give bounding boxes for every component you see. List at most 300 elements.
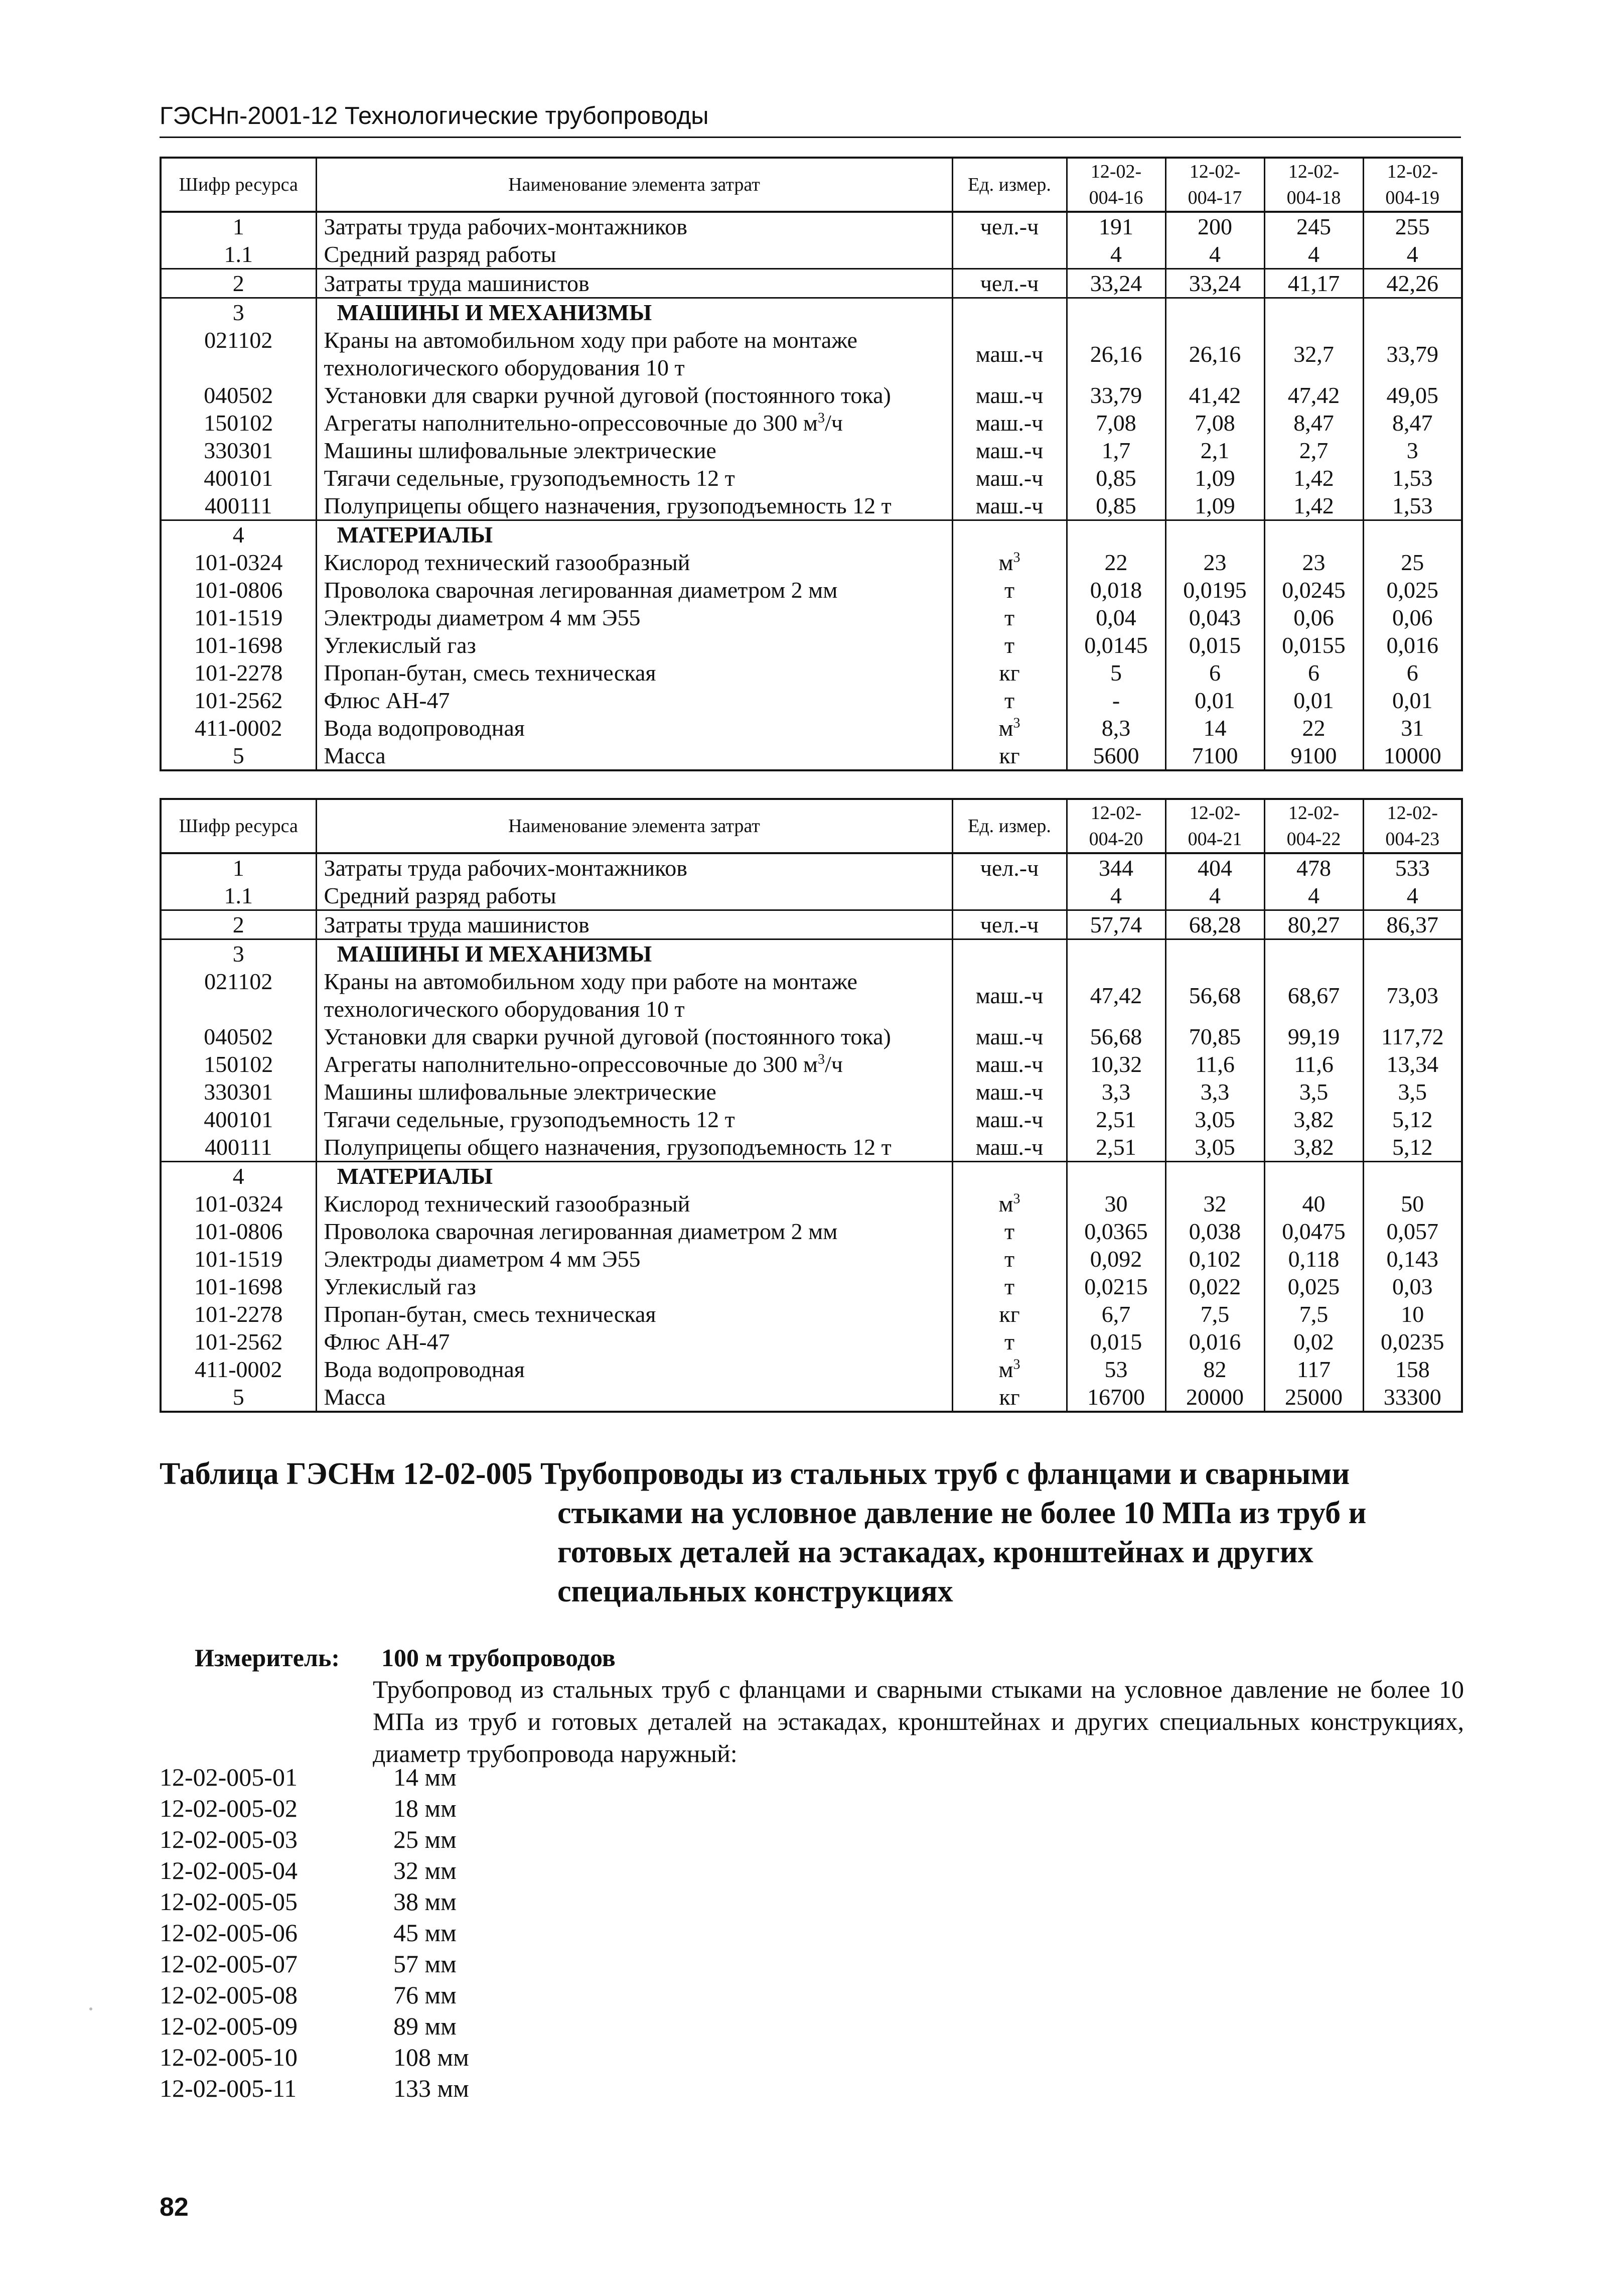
- table-row: [161, 968, 1462, 1023]
- resource-name-text: Проволока сварочная легированная диаметром 2 мм: [324, 577, 838, 603]
- value-cell: 6: [1165, 659, 1264, 687]
- unit-text: м: [998, 1191, 1013, 1217]
- unit-cell: [952, 1078, 1067, 1106]
- value-cell: 3,5: [1363, 1078, 1462, 1106]
- value-cell: 7,5: [1165, 1300, 1264, 1328]
- resource-name-text: Средний разряд работы: [324, 241, 556, 267]
- value-cell: 4: [1264, 882, 1363, 910]
- list-item: [160, 1886, 469, 1917]
- resource-code: 040502: [161, 1023, 316, 1050]
- value-cell: 3: [1363, 437, 1462, 464]
- unit-cell: [952, 212, 1067, 240]
- value-cell: 0,0365: [1067, 1218, 1165, 1245]
- unit-cell: [952, 1133, 1067, 1162]
- value-cell: 0,01: [1363, 687, 1462, 714]
- value-cell: 4: [1264, 240, 1363, 269]
- value-cell: 5: [1067, 659, 1165, 687]
- unit-text: маш.-ч: [975, 465, 1044, 491]
- header-norm-code: [1067, 158, 1165, 212]
- value-cell: [1067, 1162, 1165, 1190]
- list-item: [160, 2042, 469, 2073]
- measure-unit: [195, 1642, 616, 1673]
- resource-name-text: Агрегаты наполнительно-опрессовочные до 300 м: [324, 1051, 818, 1077]
- resource-name-text: Тягачи седельные, грузоподъемность 12 т: [324, 1107, 735, 1132]
- resource-code: 101-2562: [161, 1328, 316, 1356]
- value-cell: 1,09: [1165, 492, 1264, 520]
- resource-name-text: Вода водопроводная: [324, 715, 525, 741]
- resource-code: 2: [161, 910, 316, 939]
- resource-name-text: Пропан-бутан, смесь техническая: [324, 660, 656, 686]
- value-cell: 33,79: [1067, 381, 1165, 409]
- norm-code-top: 12-02-: [1090, 802, 1142, 824]
- table-caption: [160, 1454, 1461, 1611]
- value-cell: [1165, 520, 1264, 549]
- item-diameter: 133 мм: [393, 2074, 469, 2102]
- resource-code: 4: [161, 520, 316, 549]
- resource-name: [316, 631, 952, 659]
- table-row: [161, 1218, 1462, 1245]
- value-cell: 57,74: [1067, 910, 1165, 939]
- unit-text: т: [1004, 1274, 1015, 1299]
- page-number: 82: [160, 2193, 189, 2222]
- resource-name-text: Агрегаты наполнительно-опрессовочные до 300 м: [324, 410, 818, 436]
- item-diameter: 108 мм: [393, 2043, 469, 2071]
- value-cell: 41,42: [1165, 381, 1264, 409]
- resource-code: 101-0324: [161, 549, 316, 576]
- value-cell: 2,7: [1264, 437, 1363, 464]
- value-cell: 23: [1165, 549, 1264, 576]
- resource-table-1: [160, 157, 1463, 771]
- resource-name: [316, 240, 952, 269]
- resource-name: [316, 1245, 952, 1273]
- resource-name: [316, 298, 952, 327]
- value-cell: 86,37: [1363, 910, 1462, 939]
- table-row: [161, 240, 1462, 269]
- table-row: [161, 742, 1462, 770]
- value-cell: 4: [1067, 882, 1165, 910]
- value-cell: 0,025: [1264, 1273, 1363, 1300]
- value-cell: 5,12: [1363, 1133, 1462, 1162]
- item-code: 12-02-005-10: [160, 2043, 298, 2071]
- resource-name: [316, 437, 952, 464]
- value-cell: 10: [1363, 1300, 1462, 1328]
- list-item: [160, 1979, 469, 2010]
- norm-code-bottom: 004-17: [1188, 187, 1242, 208]
- resource-name-text: МАТЕРИАЛЫ: [337, 1163, 493, 1189]
- table-row: [161, 1190, 1462, 1218]
- header-code: Шифр ресурса: [161, 158, 316, 212]
- resource-code: 400111: [161, 492, 316, 520]
- norm-code-top: 12-02-: [1090, 161, 1142, 182]
- superscript: 3: [1013, 550, 1020, 566]
- header-norm-code: [1165, 799, 1264, 853]
- value-cell: 0,038: [1165, 1218, 1264, 1245]
- value-cell: 7,5: [1264, 1300, 1363, 1328]
- value-cell: 42,26: [1363, 269, 1462, 298]
- value-cell: [1165, 1162, 1264, 1190]
- table-row: [161, 1356, 1462, 1383]
- resource-code: 101-1698: [161, 631, 316, 659]
- value-cell: 158: [1363, 1356, 1462, 1383]
- unit-text: т: [1004, 1329, 1015, 1355]
- unit-text: м: [998, 1357, 1013, 1382]
- unit-cell: [952, 1273, 1067, 1300]
- value-cell: 49,05: [1363, 381, 1462, 409]
- resource-name: [316, 409, 952, 437]
- unit-cell: [952, 604, 1067, 631]
- unit-text: т: [1004, 605, 1015, 630]
- table-row: [161, 576, 1462, 604]
- unit-cell: [952, 882, 1067, 910]
- unit-cell: [952, 1356, 1067, 1383]
- resource-code: 150102: [161, 1050, 316, 1078]
- value-cell: 73,03: [1363, 968, 1462, 1023]
- value-cell: 6: [1363, 659, 1462, 687]
- norm-code-bottom: 004-18: [1286, 187, 1341, 208]
- resource-name-text: МАТЕРИАЛЫ: [337, 522, 493, 548]
- unit-cell: [952, 520, 1067, 549]
- unit-text: м: [998, 550, 1013, 575]
- item-list: [160, 1762, 469, 2104]
- unit-text: маш.-ч: [975, 493, 1044, 518]
- resource-name: [316, 1218, 952, 1245]
- unit-text: т: [1004, 1246, 1015, 1272]
- table-row: [161, 298, 1462, 327]
- unit-text: кг: [999, 1301, 1020, 1327]
- value-cell: 41,17: [1264, 269, 1363, 298]
- resource-code: 021102: [161, 968, 316, 1023]
- unit-cell: [952, 659, 1067, 687]
- value-cell: 99,19: [1264, 1023, 1363, 1050]
- value-cell: 22: [1067, 549, 1165, 576]
- value-cell: [1264, 1162, 1363, 1190]
- value-cell: [1363, 298, 1462, 327]
- measure-label: Измеритель:: [195, 1644, 340, 1672]
- header-unit: Ед. измер.: [952, 799, 1067, 853]
- resource-name: [316, 742, 952, 770]
- unit-text: маш.-ч: [975, 1107, 1044, 1132]
- value-cell: 0,016: [1363, 631, 1462, 659]
- value-cell: 0,06: [1363, 604, 1462, 631]
- value-cell: 2,51: [1067, 1133, 1165, 1162]
- value-cell: 7100: [1165, 742, 1264, 770]
- value-cell: 0,015: [1165, 631, 1264, 659]
- resource-name-text: Установки для сварки ручной дуговой (постоянного тока): [324, 1024, 891, 1049]
- resource-name: [316, 1133, 952, 1162]
- resource-code: 5: [161, 742, 316, 770]
- resource-code: 3: [161, 298, 316, 327]
- resource-name-text: Пропан-бутан, смесь техническая: [324, 1301, 656, 1327]
- value-cell: 32,7: [1264, 326, 1363, 381]
- resource-name: [316, 492, 952, 520]
- resource-name: [316, 1023, 952, 1050]
- header-norm-code: [1067, 799, 1165, 853]
- value-cell: 6,7: [1067, 1300, 1165, 1328]
- value-cell: 4: [1165, 240, 1264, 269]
- resource-name-text: Кислород технический газообразный: [324, 1191, 690, 1217]
- resource-name-text: Затраты труда рабочих-монтажников: [324, 214, 687, 239]
- value-cell: 7,08: [1067, 409, 1165, 437]
- value-cell: 32: [1165, 1190, 1264, 1218]
- item-diameter: 18 мм: [393, 1794, 457, 1822]
- value-cell: 3,82: [1264, 1133, 1363, 1162]
- superscript: 3: [1013, 1357, 1020, 1373]
- item-code: 12-02-005-05: [160, 1887, 298, 1916]
- unit-text: маш.-ч: [975, 1051, 1044, 1077]
- resource-code: 5: [161, 1383, 316, 1412]
- value-cell: 9100: [1264, 742, 1363, 770]
- table-header-row: [161, 799, 1462, 853]
- resource-name: [316, 1356, 952, 1383]
- unit-cell: [952, 939, 1067, 968]
- superscript: 3: [1013, 715, 1020, 731]
- unit-cell: [952, 240, 1067, 269]
- value-cell: 1,09: [1165, 464, 1264, 492]
- resource-name-text: Машины шлифовальные электрические: [324, 1079, 716, 1105]
- value-cell: 7,08: [1165, 409, 1264, 437]
- resource-name: [316, 910, 952, 939]
- value-cell: 3,05: [1165, 1106, 1264, 1133]
- value-cell: 30: [1067, 1190, 1165, 1218]
- header-unit: Ед. измер.: [952, 158, 1067, 212]
- unit-cell: [952, 464, 1067, 492]
- unit-cell: [952, 687, 1067, 714]
- item-code: 12-02-005-07: [160, 1950, 298, 1978]
- list-item: [160, 1855, 469, 1886]
- value-cell: [1363, 1162, 1462, 1190]
- value-cell: 5,12: [1363, 1106, 1462, 1133]
- value-cell: 0,85: [1067, 492, 1165, 520]
- unit-text: маш.-ч: [975, 382, 1044, 408]
- value-cell: [1363, 939, 1462, 968]
- value-cell: 200: [1165, 212, 1264, 240]
- scan-speck: [89, 2007, 92, 2010]
- table-row: [161, 1383, 1462, 1412]
- table-row: [161, 687, 1462, 714]
- unit-cell: [952, 1106, 1067, 1133]
- value-cell: 23: [1264, 549, 1363, 576]
- unit-cell: [952, 1245, 1067, 1273]
- resource-code: 330301: [161, 437, 316, 464]
- value-cell: 0,015: [1067, 1328, 1165, 1356]
- norm-code-top: 12-02-: [1288, 802, 1340, 824]
- resource-name: [316, 1078, 952, 1106]
- resource-name-tail: /ч: [824, 1051, 843, 1077]
- table-row: [161, 882, 1462, 910]
- resource-name: [316, 939, 952, 968]
- value-cell: 2,51: [1067, 1106, 1165, 1133]
- value-cell: 26,16: [1067, 326, 1165, 381]
- value-cell: 33,24: [1165, 269, 1264, 298]
- unit-text: чел.-ч: [980, 214, 1039, 239]
- resource-name-text: Полуприцепы общего назначения, грузоподъемность 12 т: [324, 1134, 892, 1160]
- value-cell: 3,82: [1264, 1106, 1363, 1133]
- item-diameter: 14 мм: [393, 1763, 457, 1791]
- resource-name: [316, 212, 952, 240]
- unit-cell: [952, 1050, 1067, 1078]
- unit-text: маш.-ч: [975, 438, 1044, 463]
- resource-name: [316, 1328, 952, 1356]
- resource-name-text: Установки для сварки ручной дуговой (постоянного тока): [324, 382, 891, 408]
- resource-name: [316, 714, 952, 742]
- value-cell: 16700: [1067, 1383, 1165, 1412]
- item-code: 12-02-005-02: [160, 1794, 298, 1822]
- unit-text: маш.-ч: [975, 1079, 1044, 1105]
- unit-cell: [952, 1190, 1067, 1218]
- unit-cell: [952, 1162, 1067, 1190]
- running-header: ГЭСНп-2001-12 Технологические трубопроводы: [160, 102, 709, 129]
- value-cell: 0,143: [1363, 1245, 1462, 1273]
- table-row: [161, 714, 1462, 742]
- value-cell: 31: [1363, 714, 1462, 742]
- table-row: [161, 1023, 1462, 1050]
- resource-name-line: технологического оборудования 10 т: [324, 355, 685, 380]
- resource-code: 400101: [161, 464, 316, 492]
- norm-code-top: 12-02-: [1189, 802, 1241, 824]
- value-cell: [1165, 298, 1264, 327]
- value-cell: 68,28: [1165, 910, 1264, 939]
- header-norm-code: [1363, 158, 1462, 212]
- table-row: [161, 1328, 1462, 1356]
- value-cell: 14: [1165, 714, 1264, 742]
- value-cell: 50: [1363, 1190, 1462, 1218]
- unit-text: т: [1004, 1219, 1015, 1244]
- value-cell: 0,0215: [1067, 1273, 1165, 1300]
- norm-code-bottom: 004-21: [1188, 829, 1242, 850]
- table-row: [161, 549, 1462, 576]
- resource-name-text: Средний разряд работы: [324, 883, 556, 908]
- value-cell: 117: [1264, 1356, 1363, 1383]
- value-cell: 26,16: [1165, 326, 1264, 381]
- resource-name: [316, 604, 952, 631]
- resource-name-line: Краны на автомобильном ходу при работе на монтаже: [324, 327, 857, 353]
- unit-text: кг: [999, 1384, 1020, 1410]
- unit-text: т: [1004, 688, 1015, 713]
- unit-cell: [952, 437, 1067, 464]
- value-cell: 8,47: [1363, 409, 1462, 437]
- value-cell: 70,85: [1165, 1023, 1264, 1050]
- unit-text: кг: [999, 660, 1020, 686]
- table-row: [161, 853, 1462, 882]
- value-cell: 2,1: [1165, 437, 1264, 464]
- value-cell: 56,68: [1165, 968, 1264, 1023]
- norm-code-bottom: 004-23: [1385, 829, 1440, 850]
- table-row: [161, 381, 1462, 409]
- table-row: [161, 1245, 1462, 1273]
- value-cell: 0,016: [1165, 1328, 1264, 1356]
- value-cell: 0,092: [1067, 1245, 1165, 1273]
- item-diameter: 57 мм: [393, 1950, 457, 1978]
- value-cell: 10000: [1363, 742, 1462, 770]
- resource-name-text: Вода водопроводная: [324, 1357, 525, 1382]
- value-cell: 33300: [1363, 1383, 1462, 1412]
- header-code: Шифр ресурса: [161, 799, 316, 853]
- value-cell: 1,42: [1264, 464, 1363, 492]
- value-cell: [1165, 939, 1264, 968]
- table-row: [161, 1133, 1462, 1162]
- norm-code-bottom: 004-16: [1089, 187, 1143, 208]
- value-cell: [1067, 298, 1165, 327]
- unit-cell: [952, 853, 1067, 882]
- value-cell: 11,6: [1165, 1050, 1264, 1078]
- unit-cell: [952, 742, 1067, 770]
- value-cell: 0,018: [1067, 576, 1165, 604]
- value-cell: 22: [1264, 714, 1363, 742]
- value-cell: 8,3: [1067, 714, 1165, 742]
- resource-code: 101-2562: [161, 687, 316, 714]
- item-code: 12-02-005-08: [160, 1981, 298, 2009]
- value-cell: 1,53: [1363, 492, 1462, 520]
- resource-name-text: Затраты труда машинистов: [324, 912, 590, 937]
- value-cell: 404: [1165, 853, 1264, 882]
- resource-name: [316, 381, 952, 409]
- resource-name: [316, 853, 952, 882]
- header-name: Наименование элемента затрат: [316, 799, 952, 853]
- value-cell: 3,3: [1067, 1078, 1165, 1106]
- unit-text: кг: [999, 743, 1020, 768]
- value-cell: 0,0155: [1264, 631, 1363, 659]
- value-cell: 8,47: [1264, 409, 1363, 437]
- resource-code: 4: [161, 1162, 316, 1190]
- item-code: 12-02-005-06: [160, 1919, 298, 1947]
- resource-name-text: Масса: [324, 743, 386, 768]
- unit-cell: [952, 409, 1067, 437]
- resource-name-tail: /ч: [824, 410, 843, 436]
- resource-name-text: Углекислый газ: [324, 1274, 476, 1299]
- value-cell: 3,5: [1264, 1078, 1363, 1106]
- resource-name-line: технологического оборудования 10 т: [324, 996, 685, 1022]
- resource-name-line: Краны на автомобильном ходу при работе на монтаже: [324, 969, 857, 994]
- resource-name-text: МАШИНЫ И МЕХАНИЗМЫ: [337, 941, 652, 967]
- caption-line-1: Таблица ГЭСНм 12-02-005 Трубопроводы из стальных труб с фланцами и сварными: [160, 1457, 1350, 1491]
- header-norm-code: [1264, 799, 1363, 853]
- value-cell: 0,102: [1165, 1245, 1264, 1273]
- resource-name: [316, 968, 952, 1023]
- item-diameter: 38 мм: [393, 1887, 457, 1916]
- value-cell: 1,53: [1363, 464, 1462, 492]
- value-cell: 0,0145: [1067, 631, 1165, 659]
- resource-name-text: Затраты труда рабочих-монтажников: [324, 855, 687, 881]
- resource-code: 150102: [161, 409, 316, 437]
- value-cell: [1264, 520, 1363, 549]
- resource-name: [316, 269, 952, 298]
- value-cell: 80,27: [1264, 910, 1363, 939]
- norm-code-top: 12-02-: [1387, 161, 1438, 182]
- list-item: [160, 1793, 469, 1824]
- unit-cell: [952, 576, 1067, 604]
- unit-cell: [952, 631, 1067, 659]
- resource-code: 400111: [161, 1133, 316, 1162]
- table-row: [161, 631, 1462, 659]
- item-diameter: 45 мм: [393, 1919, 457, 1947]
- resource-name-text: Тягачи седельные, грузоподъемность 12 т: [324, 465, 735, 491]
- resource-name: [316, 464, 952, 492]
- resource-name-text: Машины шлифовальные электрические: [324, 438, 716, 463]
- resource-name: [316, 326, 952, 381]
- norm-code-bottom: 004-19: [1385, 187, 1440, 208]
- item-code: 12-02-005-09: [160, 2012, 298, 2040]
- unit-cell: [952, 549, 1067, 576]
- list-item: [160, 1762, 469, 1793]
- unit-text: м: [998, 715, 1013, 741]
- resource-code: 021102: [161, 326, 316, 381]
- resource-name-text: Масса: [324, 1384, 386, 1410]
- unit-cell: [952, 492, 1067, 520]
- value-cell: 13,34: [1363, 1050, 1462, 1078]
- norm-code-top: 12-02-: [1288, 161, 1340, 182]
- value-cell: 0,025: [1363, 576, 1462, 604]
- header-name: Наименование элемента затрат: [316, 158, 952, 212]
